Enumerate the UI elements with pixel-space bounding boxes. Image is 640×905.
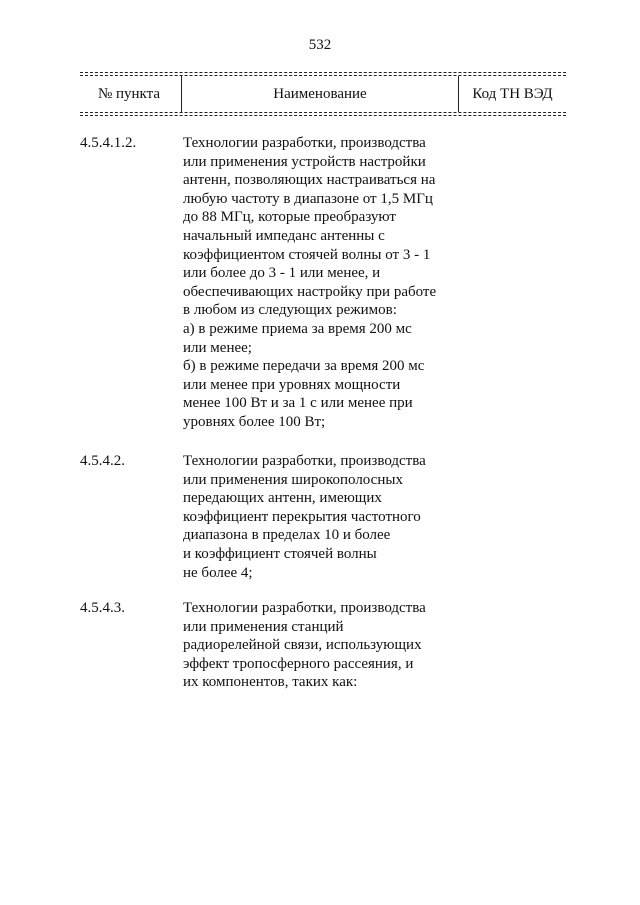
header-top-rule: [80, 72, 566, 73]
item-number: 4.5.4.1.2.: [80, 135, 137, 151]
text-line: передающих антенн, имеющих: [183, 490, 382, 507]
text-line: а) в режиме приема за время 200 мс: [183, 320, 412, 337]
page-number: 532: [308, 37, 332, 53]
header-code: Код ТН ВЭД: [472, 86, 553, 102]
text-line: или более до 3 - 1 или менее, и: [183, 265, 381, 282]
text-line: до 88 МГц, которые преобразуют: [183, 209, 396, 226]
text-line: в любом из следующих режимов:: [183, 302, 397, 319]
text-line: менее 100 Вт и за 1 с или менее при: [183, 395, 413, 412]
text-line: не более 4;: [183, 564, 253, 581]
text-line: Технологии разработки, производства: [183, 453, 426, 469]
header-bottom-rule-inner: [80, 115, 566, 116]
text-line: диапазона в пределах 10 и более: [183, 527, 391, 544]
text-line: коэффициент перекрытия частотного: [183, 508, 421, 525]
text-line: их компонентов, таких как:: [183, 674, 358, 691]
item-description: [183, 599, 483, 692]
text-line: любую частоту в диапазоне от 1,5 МГц: [183, 190, 433, 207]
header-item-number: № пункта: [97, 86, 161, 102]
item-description: [183, 134, 483, 432]
text-line: или менее при уровнях мощности: [183, 376, 401, 393]
item-number: 4.5.4.3.: [80, 600, 125, 616]
item-number: 4.5.4.2.: [80, 453, 125, 469]
item-description: [183, 452, 483, 582]
text-line: Технологии разработки, производства: [183, 135, 426, 151]
text-line: или применения станций: [183, 618, 344, 635]
text-line: уровнях более 100 Вт;: [183, 413, 326, 430]
text-line: б) в режиме передачи за время 200 мс: [183, 358, 425, 375]
text-line: обеспечивающих настройку при работе: [183, 283, 437, 300]
text-line: или менее;: [183, 339, 252, 356]
text-line: коэффициентом стоячей волны от 3 - 1: [183, 246, 431, 263]
text-line: и коэффициент стоячей волны: [183, 545, 377, 562]
text-line: антенн, позволяющих настраиваться на: [183, 172, 436, 189]
text-line: начальный импеданс антенны с: [183, 227, 385, 244]
text-line: или применения устройств настройки: [183, 153, 426, 170]
header-bottom-rule: [80, 112, 566, 113]
table-header: [80, 72, 566, 116]
text-line: эффект тропосферного рассеяния, и: [183, 655, 414, 672]
text-line: или применения широкополосных: [183, 471, 403, 488]
header-name: Наименование: [273, 86, 367, 102]
text-line: радиорелейной связи, использующих: [183, 637, 422, 654]
text-line: Технологии разработки, производства: [183, 600, 426, 616]
